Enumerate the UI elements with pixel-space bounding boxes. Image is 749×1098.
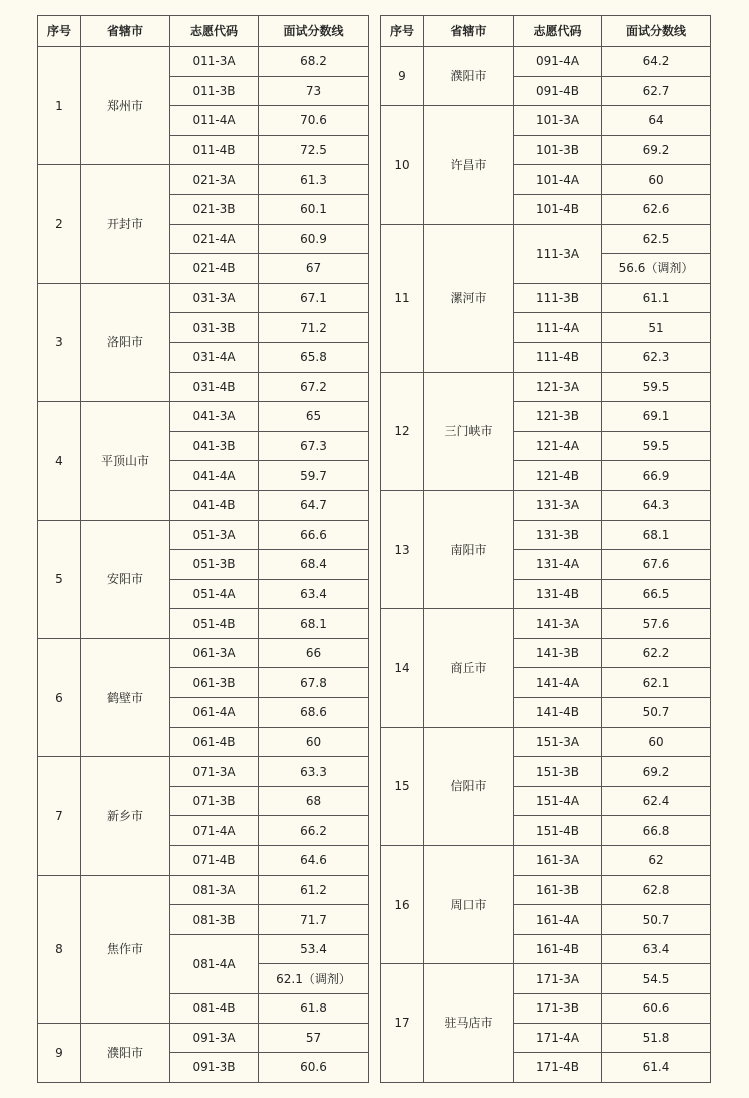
choice-code: 151-3A <box>514 727 602 757</box>
score-value: 66.8 <box>602 816 711 846</box>
choice-code: 171-3B <box>514 994 602 1024</box>
score-value: 69.2 <box>602 135 711 165</box>
score-value: 71.2 <box>259 313 369 343</box>
score-value: 62.8 <box>602 875 711 905</box>
score-value: 64.7 <box>259 490 369 520</box>
row-index: 11 <box>381 224 424 372</box>
city-name: 开封市 <box>81 165 170 283</box>
choice-code: 081-3B <box>170 905 259 935</box>
table-header-row <box>38 16 369 47</box>
score-value: 63.4 <box>602 934 711 964</box>
choice-code: 091-4B <box>514 76 602 106</box>
score-value: 66.5 <box>602 579 711 609</box>
row-index: 3 <box>38 283 81 401</box>
choice-code: 111-4A <box>514 313 602 343</box>
row-index: 6 <box>38 638 81 756</box>
row-index: 7 <box>38 757 81 875</box>
score-value: 63.3 <box>259 757 369 787</box>
table-row <box>38 47 369 77</box>
choice-code: 071-4A <box>170 816 259 846</box>
score-value: 68.1 <box>259 609 369 639</box>
choice-code: 171-4B <box>514 1053 602 1083</box>
choice-code: 071-3B <box>170 786 259 816</box>
city-name: 濮阳市 <box>424 47 514 106</box>
choice-code: 081-3A <box>170 875 259 905</box>
header-index: 序号 <box>381 16 424 47</box>
choice-code: 051-4A <box>170 579 259 609</box>
row-index: 13 <box>381 490 424 608</box>
table-row <box>38 1023 369 1053</box>
choice-code: 131-4A <box>514 550 602 580</box>
score-table-right <box>380 15 711 1083</box>
choice-code: 151-4A <box>514 786 602 816</box>
score-value: 60 <box>259 727 369 757</box>
score-value: 66.9 <box>602 461 711 491</box>
score-value: 59.7 <box>259 461 369 491</box>
score-value: 51 <box>602 313 711 343</box>
table-row <box>381 490 711 520</box>
city-name: 漯河市 <box>424 224 514 372</box>
table-row <box>381 846 711 876</box>
score-value: 70.6 <box>259 106 369 136</box>
choice-code: 031-3A <box>170 283 259 313</box>
row-index: 12 <box>381 372 424 490</box>
table-row <box>38 520 369 550</box>
row-index: 4 <box>38 402 81 520</box>
row-index: 8 <box>38 875 81 1023</box>
choice-code: 051-3B <box>170 550 259 580</box>
table-row <box>381 609 711 639</box>
score-value: 61.8 <box>259 994 369 1024</box>
choice-code: 101-3B <box>514 135 602 165</box>
score-value: 61.2 <box>259 875 369 905</box>
choice-code: 061-3A <box>170 638 259 668</box>
score-value: 68.2 <box>259 47 369 77</box>
choice-code: 161-3A <box>514 846 602 876</box>
choice-code: 151-4B <box>514 816 602 846</box>
choice-code: 141-3A <box>514 609 602 639</box>
choice-code: 151-3B <box>514 757 602 787</box>
choice-code: 031-3B <box>170 313 259 343</box>
score-value: 73 <box>259 76 369 106</box>
score-value: 53.4 <box>259 934 369 964</box>
city-name: 安阳市 <box>81 520 170 638</box>
score-value: 59.5 <box>602 372 711 402</box>
score-table-left <box>37 15 369 1083</box>
choice-code: 171-4A <box>514 1023 602 1053</box>
score-value: 68.4 <box>259 550 369 580</box>
choice-code: 061-3B <box>170 668 259 698</box>
score-value: 62 <box>602 846 711 876</box>
row-index: 5 <box>38 520 81 638</box>
score-value: 69.1 <box>602 402 711 432</box>
choice-code: 061-4B <box>170 727 259 757</box>
header-score: 面试分数线 <box>259 16 369 47</box>
choice-code: 071-3A <box>170 757 259 787</box>
score-value: 67.8 <box>259 668 369 698</box>
table-row <box>38 875 369 905</box>
choice-code: 121-3B <box>514 402 602 432</box>
score-value: 61.3 <box>259 165 369 195</box>
table-row <box>38 757 369 787</box>
choice-code: 021-3A <box>170 165 259 195</box>
city-name: 平顶山市 <box>81 402 170 520</box>
choice-code: 051-4B <box>170 609 259 639</box>
score-value: 69.2 <box>602 757 711 787</box>
choice-code: 161-4B <box>514 934 602 964</box>
score-value: 65 <box>259 402 369 432</box>
score-value: 64 <box>602 106 711 136</box>
score-value: 67.2 <box>259 372 369 402</box>
choice-code: 161-4A <box>514 905 602 935</box>
score-value: 50.7 <box>602 698 711 728</box>
row-index: 16 <box>381 846 424 964</box>
row-index: 14 <box>381 609 424 727</box>
header-city: 省辖市 <box>81 16 170 47</box>
city-name: 焦作市 <box>81 875 170 1023</box>
score-value: 61.4 <box>602 1053 711 1083</box>
choice-code: 011-3A <box>170 47 259 77</box>
row-index: 17 <box>381 964 424 1082</box>
row-index: 2 <box>38 165 81 283</box>
choice-code: 081-4B <box>170 994 259 1024</box>
choice-code: 051-3A <box>170 520 259 550</box>
choice-code: 041-4A <box>170 461 259 491</box>
row-index: 9 <box>381 47 424 106</box>
header-city: 省辖市 <box>424 16 514 47</box>
city-name: 驻马店市 <box>424 964 514 1082</box>
header-code: 志愿代码 <box>514 16 602 47</box>
score-value: 67 <box>259 254 369 284</box>
city-name: 许昌市 <box>424 106 514 224</box>
score-value: 62.4 <box>602 786 711 816</box>
choice-code: 031-4A <box>170 342 259 372</box>
choice-code: 021-4A <box>170 224 259 254</box>
score-value: 59.5 <box>602 431 711 461</box>
score-value: 67.1 <box>259 283 369 313</box>
score-value: 66 <box>259 638 369 668</box>
choice-code: 041-4B <box>170 490 259 520</box>
table-row <box>381 47 711 77</box>
choice-code: 161-3B <box>514 875 602 905</box>
choice-code: 011-4B <box>170 135 259 165</box>
city-name: 新乡市 <box>81 757 170 875</box>
row-index: 10 <box>381 106 424 224</box>
city-name: 三门峡市 <box>424 372 514 490</box>
choice-code: 031-4B <box>170 372 259 402</box>
choice-code: 091-3A <box>170 1023 259 1053</box>
score-value: 62.5 <box>602 224 711 254</box>
choice-code: 171-3A <box>514 964 602 994</box>
choice-code: 061-4A <box>170 698 259 728</box>
choice-code: 111-3B <box>514 283 602 313</box>
choice-code: 041-3A <box>170 402 259 432</box>
header-index: 序号 <box>38 16 81 47</box>
choice-code: 121-4A <box>514 431 602 461</box>
table-row <box>381 727 711 757</box>
table-row <box>38 638 369 668</box>
choice-code: 141-4A <box>514 668 602 698</box>
score-value: 60.6 <box>259 1053 369 1083</box>
score-value: 62.3 <box>602 342 711 372</box>
score-value: 62.2 <box>602 638 711 668</box>
choice-code: 101-4A <box>514 165 602 195</box>
row-index: 15 <box>381 727 424 845</box>
table-row <box>38 283 369 313</box>
city-name: 信阳市 <box>424 727 514 845</box>
choice-code: 011-3B <box>170 76 259 106</box>
choice-code: 091-3B <box>170 1053 259 1083</box>
choice-code: 141-4B <box>514 698 602 728</box>
score-value: 56.6（调剂） <box>602 254 711 284</box>
choice-code: 101-3A <box>514 106 602 136</box>
score-value: 67.3 <box>259 431 369 461</box>
choice-code: 121-4B <box>514 461 602 491</box>
table-row <box>38 165 369 195</box>
score-value: 68 <box>259 786 369 816</box>
city-name: 鹤壁市 <box>81 638 170 756</box>
choice-code: 111-3A <box>514 224 602 283</box>
city-name: 洛阳市 <box>81 283 170 401</box>
choice-code: 021-3B <box>170 194 259 224</box>
score-value: 62.1 <box>602 668 711 698</box>
score-value: 57 <box>259 1023 369 1053</box>
header-code: 志愿代码 <box>170 16 259 47</box>
score-value: 72.5 <box>259 135 369 165</box>
row-index: 9 <box>38 1023 81 1082</box>
choice-code: 111-4B <box>514 342 602 372</box>
choice-code: 081-4A <box>170 934 259 993</box>
score-value: 68.1 <box>602 520 711 550</box>
score-value: 54.5 <box>602 964 711 994</box>
city-name: 周口市 <box>424 846 514 964</box>
choice-code: 121-3A <box>514 372 602 402</box>
table-row <box>381 106 711 136</box>
choice-code: 091-4A <box>514 47 602 77</box>
row-index: 1 <box>38 47 81 165</box>
score-value: 62.7 <box>602 76 711 106</box>
score-value: 64.6 <box>259 846 369 876</box>
score-value: 60.1 <box>259 194 369 224</box>
choice-code: 041-3B <box>170 431 259 461</box>
choice-code: 131-3B <box>514 520 602 550</box>
score-value: 62.6 <box>602 194 711 224</box>
score-value: 60 <box>602 727 711 757</box>
score-value: 71.7 <box>259 905 369 935</box>
choice-code: 101-4B <box>514 194 602 224</box>
score-value: 64.2 <box>602 47 711 77</box>
score-value: 61.1 <box>602 283 711 313</box>
score-value: 68.6 <box>259 698 369 728</box>
score-value: 66.6 <box>259 520 369 550</box>
table-row <box>381 964 711 994</box>
score-value: 62.1（调剂） <box>259 964 369 994</box>
score-value: 60.6 <box>602 994 711 1024</box>
choice-code: 141-3B <box>514 638 602 668</box>
choice-code: 021-4B <box>170 254 259 284</box>
table-row <box>381 372 711 402</box>
choice-code: 071-4B <box>170 846 259 876</box>
score-value: 60 <box>602 165 711 195</box>
score-value: 60.9 <box>259 224 369 254</box>
score-value: 50.7 <box>602 905 711 935</box>
score-value: 51.8 <box>602 1023 711 1053</box>
header-score: 面试分数线 <box>602 16 711 47</box>
score-value: 63.4 <box>259 579 369 609</box>
score-value: 66.2 <box>259 816 369 846</box>
choice-code: 131-3A <box>514 490 602 520</box>
city-name: 南阳市 <box>424 490 514 608</box>
score-value: 65.8 <box>259 342 369 372</box>
score-value: 67.6 <box>602 550 711 580</box>
table-row <box>38 402 369 432</box>
city-name: 濮阳市 <box>81 1023 170 1082</box>
score-value: 57.6 <box>602 609 711 639</box>
city-name: 商丘市 <box>424 609 514 727</box>
score-value: 64.3 <box>602 490 711 520</box>
table-header-row <box>381 16 711 47</box>
choice-code: 011-4A <box>170 106 259 136</box>
city-name: 郑州市 <box>81 47 170 165</box>
choice-code: 131-4B <box>514 579 602 609</box>
table-row <box>381 224 711 254</box>
